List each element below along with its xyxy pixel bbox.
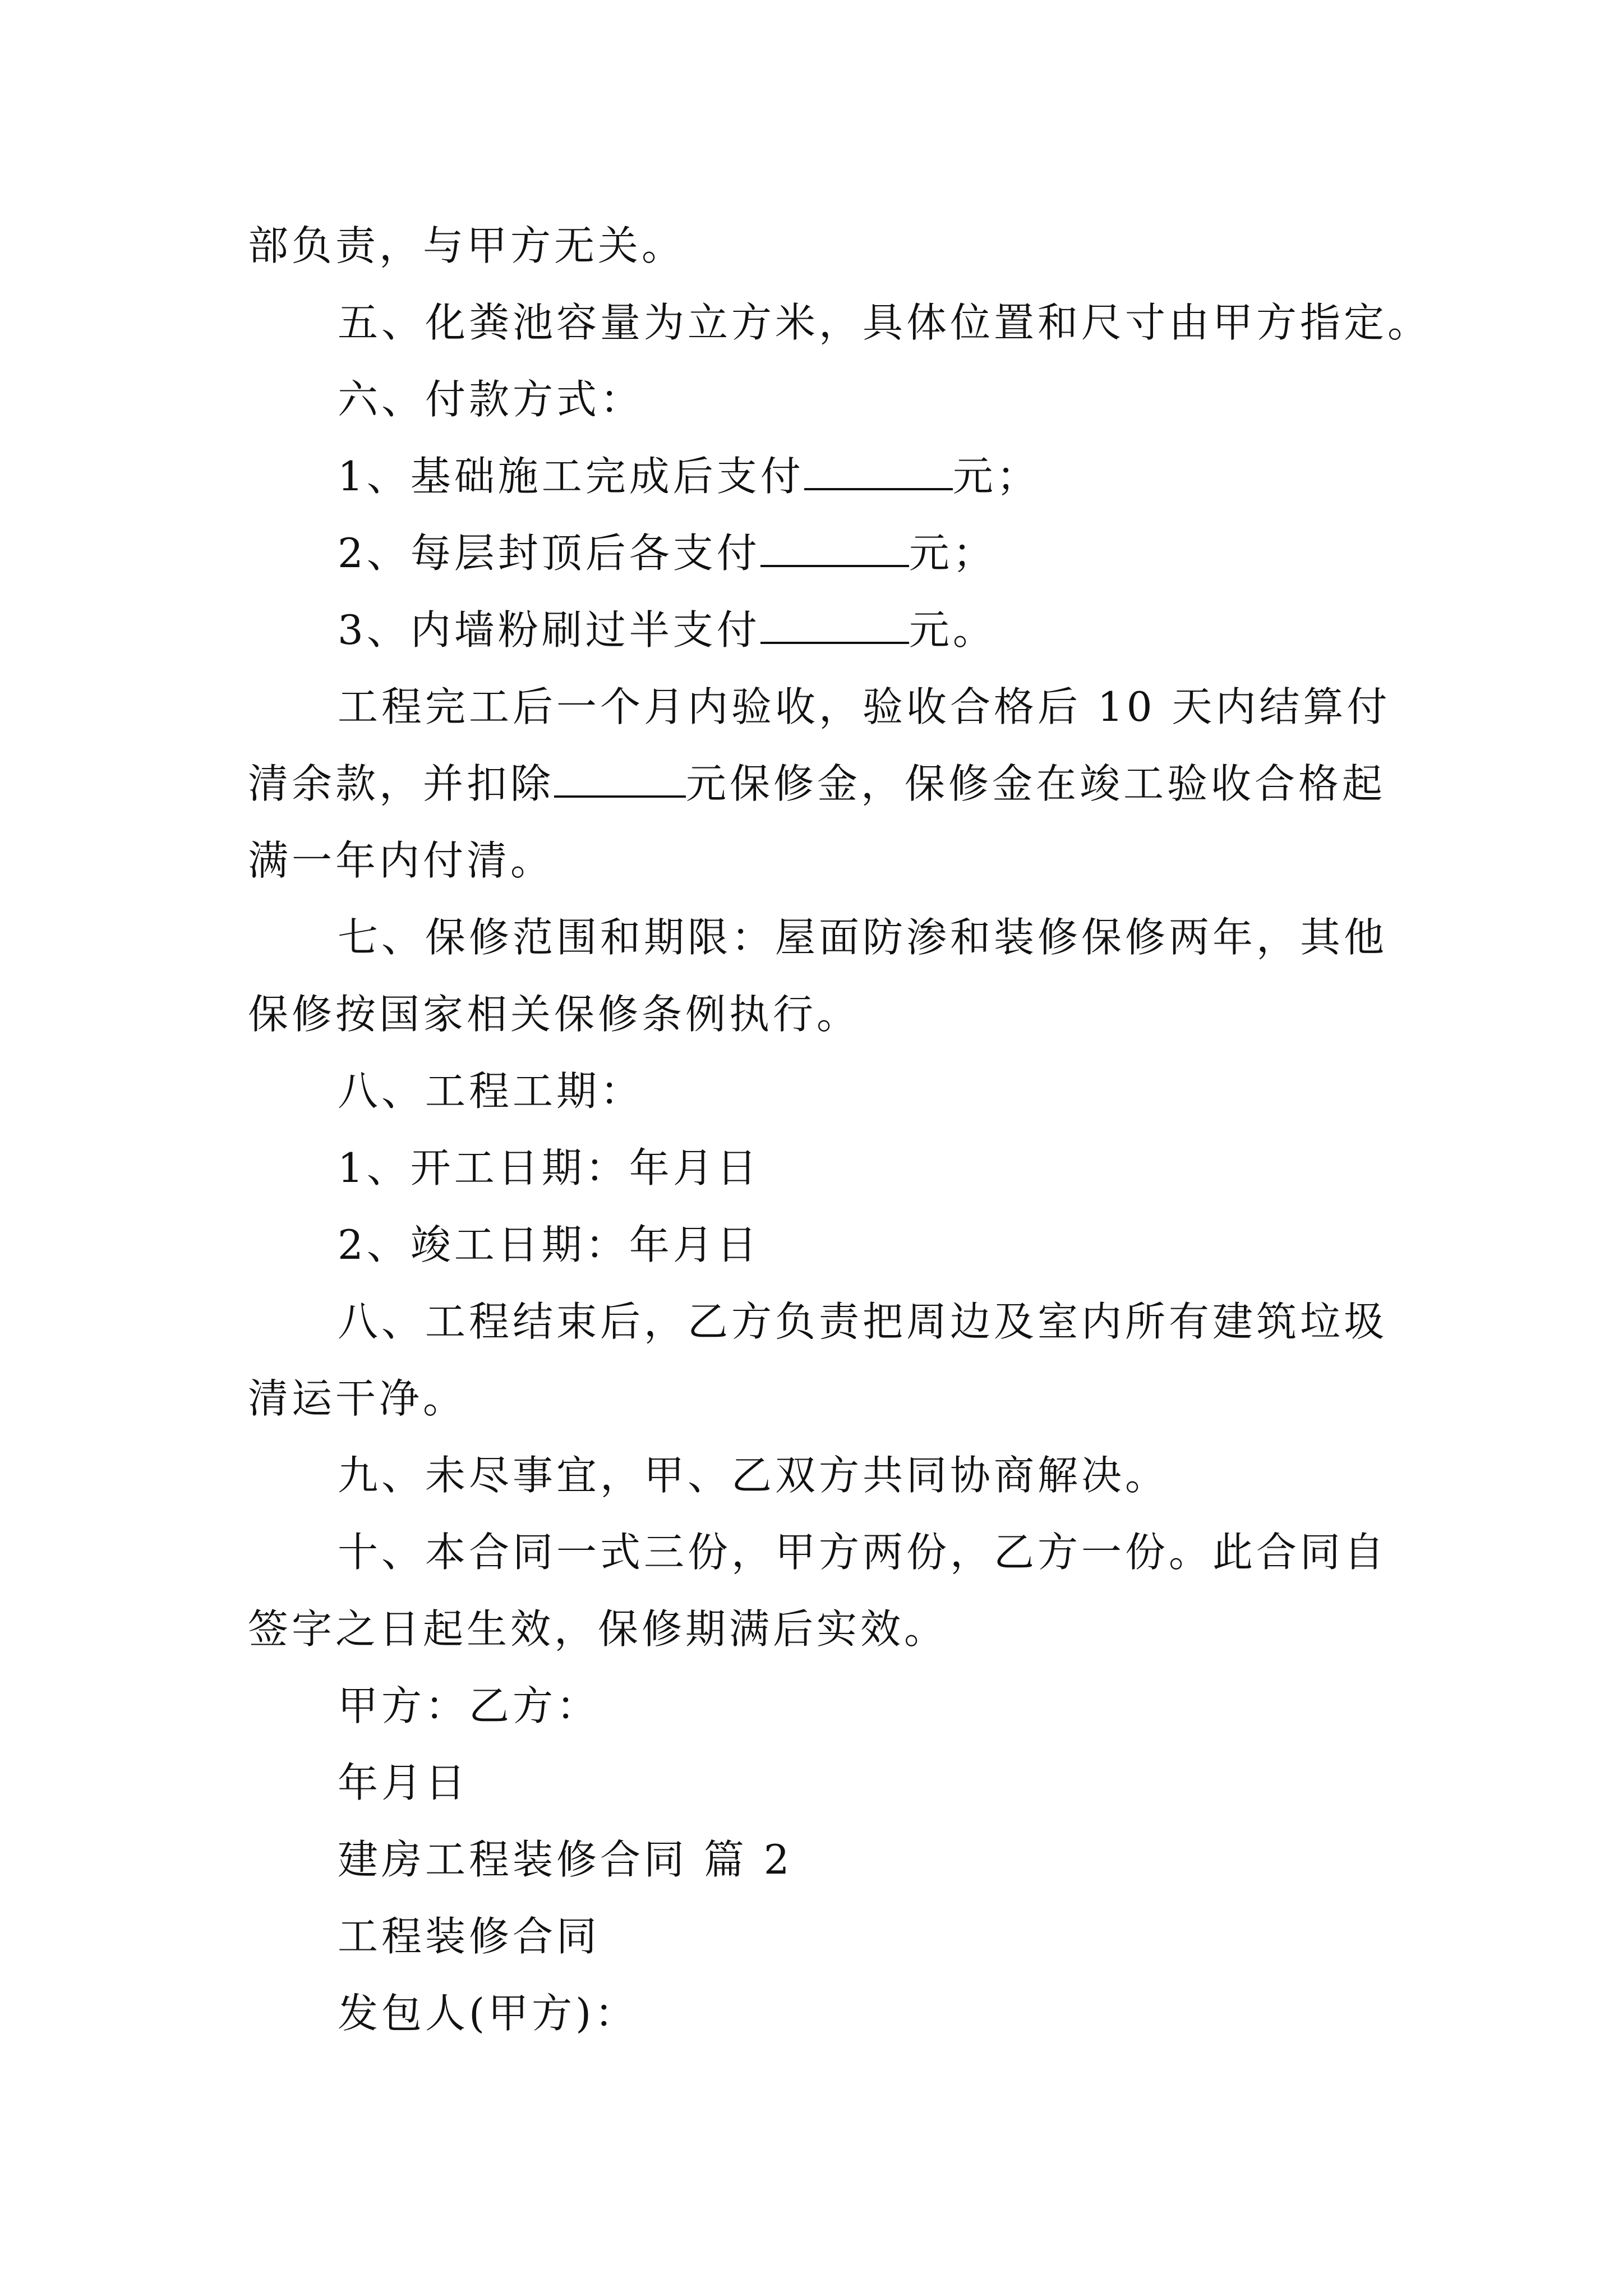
paragraph-line: 部负责，与甲方无关。 bbox=[248, 222, 686, 269]
payment-item-3-unit: 元。 bbox=[909, 606, 997, 654]
clause-10-cont: 签字之日起生效，保修期满后实效。 bbox=[248, 1605, 948, 1653]
acceptance-paragraph-line: 满一年内付清。 bbox=[248, 837, 555, 884]
clause-9: 九、未尽事宜，甲、乙双方共同协商解决。 bbox=[338, 1452, 1169, 1499]
clause-8-cleanup: 八、工程结束后，乙方负责把周边及室内所有建筑垃圾 bbox=[338, 1298, 1388, 1345]
retention-text-cont: 元保修金，保修金在竣工验收合格起 bbox=[686, 760, 1386, 807]
acceptance-paragraph-line: 工程完工后一个月内验收，验收合格后 10 天内结算付 bbox=[338, 683, 1391, 730]
blank-amount-field bbox=[760, 564, 909, 567]
document-page bbox=[248, 208, 1432, 2052]
payment-item-2 bbox=[248, 515, 1392, 592]
completion-date: 2、竣工日期：年月日 bbox=[338, 1221, 760, 1268]
clause-6-payment-heading: 六、付款方式： bbox=[338, 376, 644, 423]
payment-item-2-text: 2、每层封顶后各支付 bbox=[338, 530, 760, 577]
party-a-label: 发包人(甲方)： bbox=[338, 1990, 639, 2037]
payment-item-1-unit: 元； bbox=[952, 453, 1040, 500]
signature-date: 年月日 bbox=[338, 1759, 469, 1806]
payment-item-3 bbox=[248, 592, 1392, 669]
clause-10: 十、本合同一式三份，甲方两份，乙方一份。此合同自 bbox=[338, 1529, 1388, 1576]
blank-amount-field bbox=[804, 487, 953, 490]
blank-amount-field bbox=[554, 795, 686, 798]
blank-amount-field bbox=[760, 641, 909, 644]
acceptance-paragraph-line bbox=[248, 746, 1392, 822]
clause-7-warranty: 七、保修范围和期限：屋面防渗和装修保修两年，其他 bbox=[338, 914, 1388, 961]
payment-item-2-unit: 元； bbox=[909, 530, 997, 577]
clause-8-schedule-heading: 八、工程工期： bbox=[338, 1068, 644, 1115]
retention-text: 清余款，并扣除 bbox=[248, 760, 555, 807]
contract-title: 工程装修合同 bbox=[338, 1913, 601, 1960]
payment-item-1-text: 1、基础施工完成后支付 bbox=[338, 453, 804, 500]
payment-item-3-text: 3、内墙粉刷过半支付 bbox=[338, 606, 760, 654]
section-title: 建房工程装修合同 篇 2 bbox=[338, 1836, 793, 1883]
clause-8-cleanup-cont: 清运干净。 bbox=[248, 1375, 467, 1422]
payment-item-1 bbox=[248, 438, 1392, 515]
clause-7-warranty-cont: 保修按国家相关保修条例执行。 bbox=[248, 991, 861, 1038]
clause-5-septic-tank: 五、化粪池容量为立方米，具体位置和尺寸由甲方指定。 bbox=[338, 299, 1432, 346]
signature-parties: 甲方：乙方： bbox=[338, 1682, 601, 1729]
start-date: 1、开工日期：年月日 bbox=[338, 1144, 760, 1191]
